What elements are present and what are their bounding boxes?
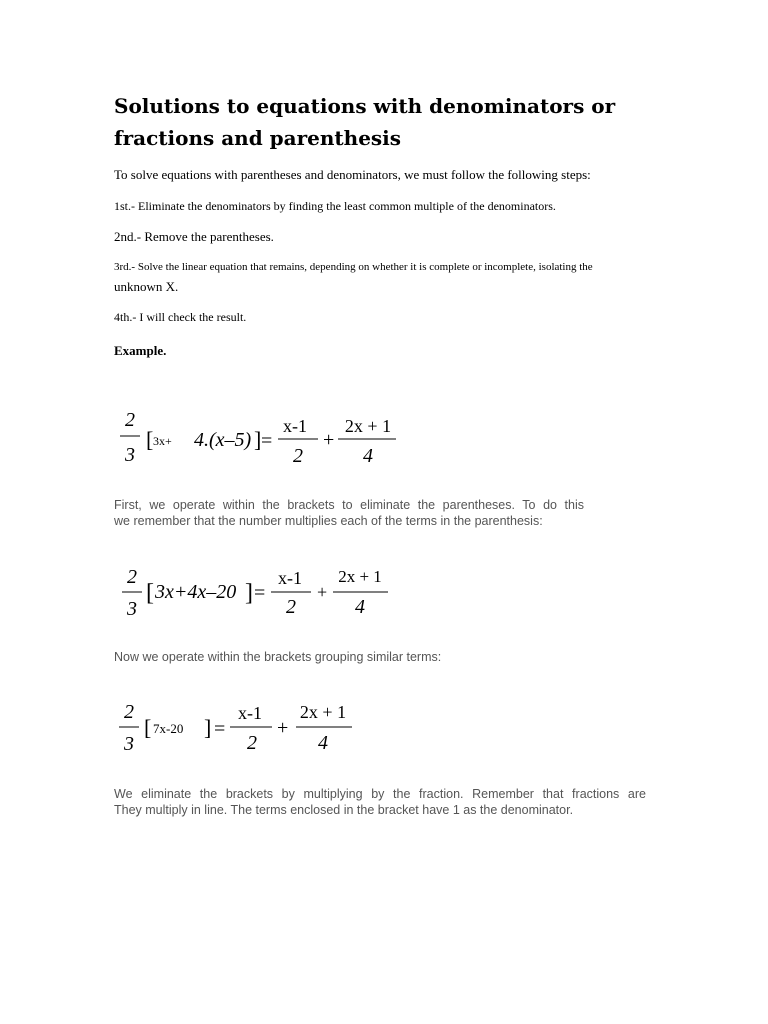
paragraph-brackets (114, 497, 646, 529)
eq1-lhs-numerator: 2 (125, 409, 135, 431)
step-3-text-line2: unknown X. (114, 279, 179, 294)
eq1-bracket-term: 4.(x–5) (194, 429, 252, 451)
eq3-lhs-denominator: 3 (124, 733, 134, 755)
eq2-bracket-text: 3x+4x–20 (155, 581, 237, 603)
eq1-r2-denominator: 4 (363, 445, 373, 467)
eq3-lhs-numerator: 2 (124, 701, 134, 723)
eq2-left-bracket: [ (146, 580, 154, 606)
eq1-r2-numerator: 2x + 1 (344, 416, 392, 436)
intro-text: To solve equations with parentheses and denominators, we must follow the following steps: (114, 167, 591, 182)
paragraph-eliminate-line2: They multiply in line. The terms enclosed in the bracket have 1 as the denominator. (114, 803, 574, 817)
paragraph-brackets-line2: we remember that the number multiplies each of the terms in the parenthesis: (114, 514, 543, 528)
eq2-lhs-denominator: 3 (127, 598, 137, 620)
eq3-plus: + (277, 717, 289, 739)
paragraph-brackets-line1: First, we operate within the brackets to eliminate the parentheses. To do this (114, 498, 584, 512)
page-title: Solutions to equations with denominators or fractions and parenthesis (114, 94, 616, 150)
eq2-right-bracket: ] (245, 580, 253, 606)
eq1-equals: = (261, 430, 273, 452)
eq1-r1-numerator: x-1 (283, 416, 307, 436)
eq2-equals: = (254, 582, 266, 604)
eq2-r1-numerator: x-1 (278, 568, 302, 588)
eq3-r1-numerator: x-1 (238, 703, 262, 723)
equation-3 (110, 694, 410, 764)
eq3-r2-denominator: 4 (318, 732, 328, 754)
paragraph-eliminate-brackets (114, 786, 646, 818)
eq3-left-bracket: [ (144, 715, 152, 740)
eq1-plus: + (323, 429, 335, 451)
eq1-r1-denominator: 2 (293, 445, 303, 467)
eq3-r2-numerator: 2x + 1 (299, 702, 347, 722)
eq3-equals: = (214, 718, 226, 740)
eq2-r2-numerator: 2x + 1 (338, 567, 382, 586)
eq3-bracket-text: 7x-20 (153, 721, 184, 736)
equation-2 (110, 555, 410, 625)
step-3-text-line1: 3rd.- Solve the linear equation that remains, depending on whether it is complete or incomplete, isolating the (114, 261, 593, 273)
eq1-bracket-text: 3x+ (153, 434, 172, 448)
example-heading: Example. (114, 343, 167, 358)
eq2-r1-denominator: 2 (286, 596, 296, 618)
eq1-left-bracket: [ (146, 427, 154, 452)
eq2-r2-denominator: 4 (355, 596, 365, 618)
eq2-plus: + (317, 582, 328, 602)
step-1-text: 1st.- Eliminate the denominators by finding the least common multiple of the denominators. (114, 199, 556, 213)
equation-1 (110, 404, 410, 474)
eq1-lhs-denominator: 3 (125, 444, 135, 466)
paragraph-grouping-line: Now we operate within the brackets grouping similar terms: (114, 650, 442, 664)
paragraph-grouping (114, 649, 646, 665)
eq2-lhs-numerator: 2 (127, 566, 137, 588)
step-2-text: 2nd.- Remove the parentheses. (114, 229, 274, 244)
step-4-text: 4th.- I will check the result. (114, 310, 247, 324)
paragraph-eliminate-line1: We eliminate the brackets by multiplying by the fraction. Remember that fractions are (114, 787, 646, 801)
eq3-right-bracket: ] (204, 715, 212, 740)
eq3-r1-denominator: 2 (247, 732, 257, 754)
eq1-right-bracket: ] (254, 427, 262, 452)
